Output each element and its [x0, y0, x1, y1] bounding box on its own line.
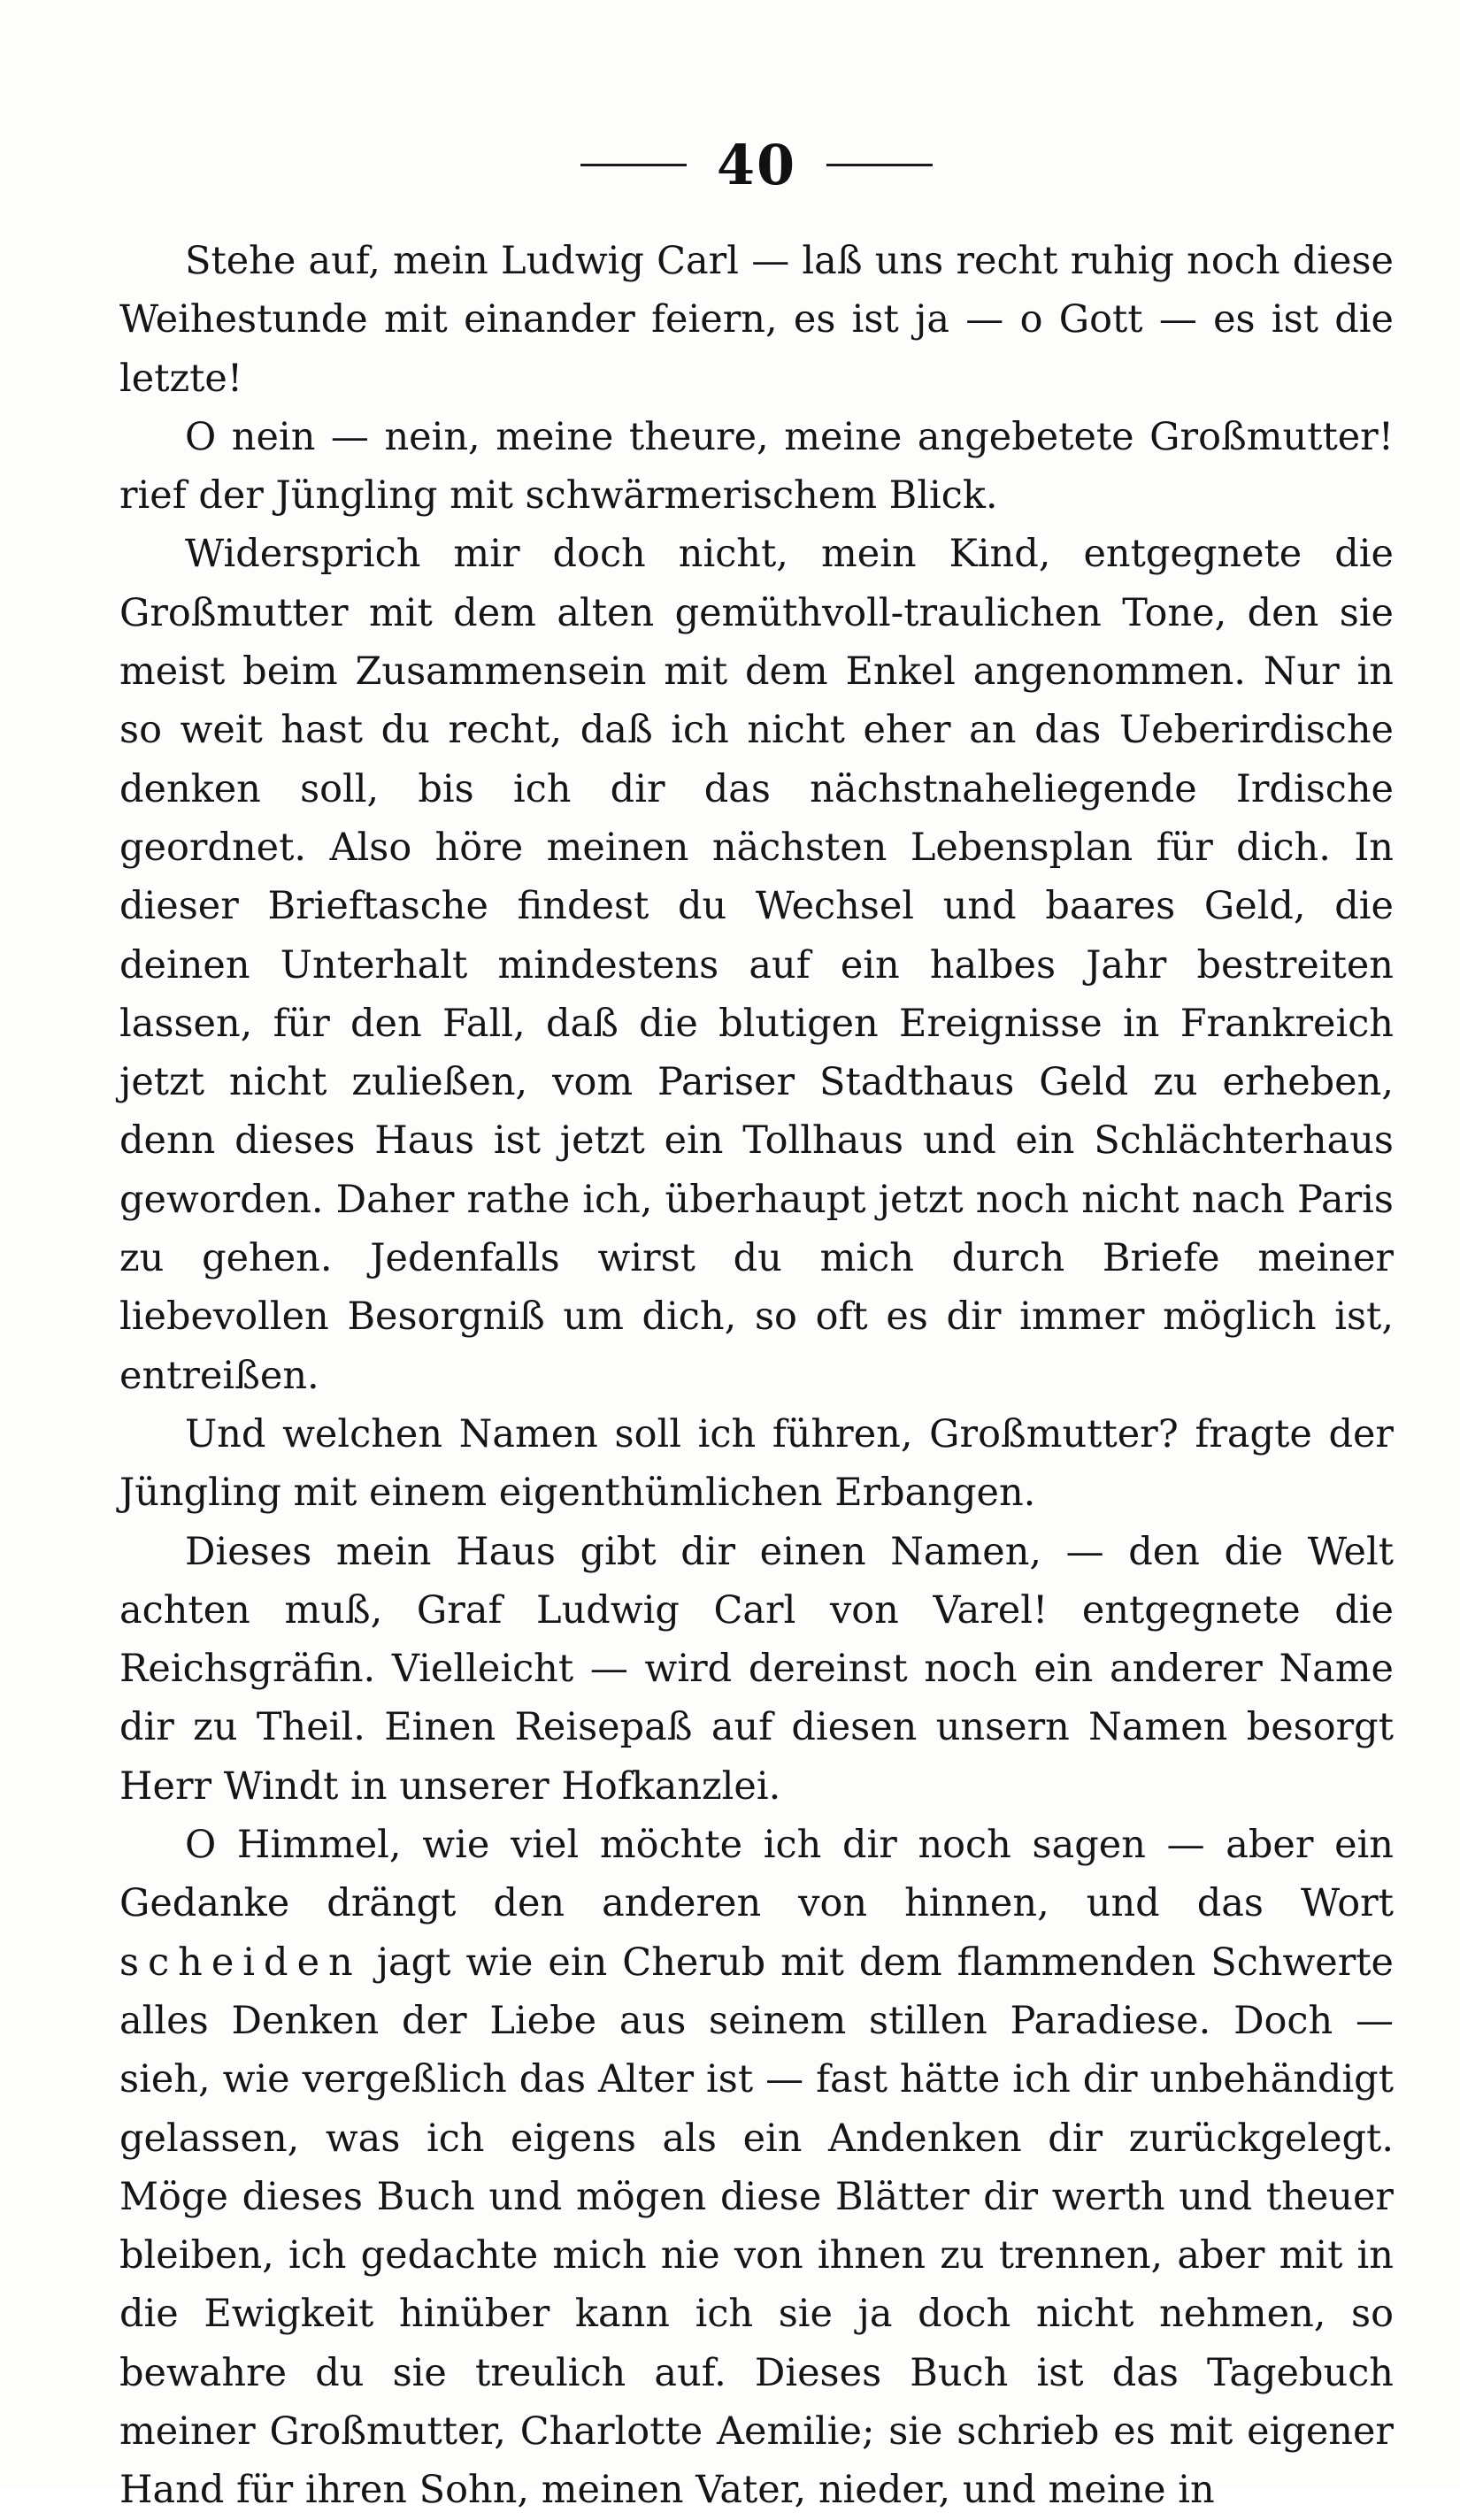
header-rule-right	[826, 164, 933, 166]
page-header	[0, 133, 1460, 204]
header-rule-left	[580, 164, 687, 166]
paragraph-1: Stehe auf, mein Ludwig Carl — laß uns recht ruhig noch diese Weihestunde mit einander feiern, es ist ja — o Gott — es ist die letzte!	[119, 239, 1394, 401]
paragraph-3: Widersprich mir doch nicht, mein Kind, entgegnete die Großmutter mit dem alten gemüthvoll-traulichen Tone, den sie meist beim Zusammensein mit dem Enkel angenommen. Nur in so weit hast du recht, daß ich nicht eher an das Ueberirdische denken soll, bis ich dir das nächstnaheliegende Irdische geordnet. Also höre meinen nächsten Lebensplan für dich. In dieser Brieftasche findest du Wechsel und baares Geld, die deinen Unterhalt mindestens auf ein halbes Jahr bestreiten lassen, für den Fall, daß die blutigen Ereignisse in Frankreich jetzt nicht zuließen, vom Pariser Stadthaus Geld zu erheben, denn dieses Haus ist jetzt ein Tollhaus und ein Schlächterhaus geworden. Daher rathe ich, überhaupt jetzt noch nicht nach Paris zu gehen. Jedenfalls wirst du mich durch Briefe meiner liebevollen Besorgniß um dich, so oft es dir immer möglich ist, entreißen.	[119, 532, 1394, 1398]
paragraph-4: Und welchen Namen soll ich führen, Großmutter? fragte der Jüngling mit einem eigenthümlichen Erbangen.	[119, 1411, 1394, 1516]
paragraph-5: Dieses mein Haus gibt dir einen Namen, — den die Welt achten muß, Graf Ludwig Carl von Varel! entgegnete die Reichsgräfin. Vielleicht — wird dereinst noch ein anderer Name dir zu Theil. Einen Reisepaß auf diesen unsern Namen besorgt Herr Windt in unserer Hofkanzlei.	[119, 1529, 1394, 1809]
paragraph-6	[119, 1816, 1394, 2520]
paragraph-2: O nein — nein, meine theure, meine angebetete Großmutter! rief der Jüngling mit schwärmerischem Blick.	[119, 414, 1394, 519]
page-body	[119, 232, 1394, 2520]
emphasized-word: scheiden	[119, 1940, 362, 1985]
paragraph-6-part-2: jagt wie ein Cherub mit dem flammenden Schwerte alles Denken der Liebe aus seinem stillen Paradiese. Doch — sieh, wie vergeßlich das Alter ist — fast hätte ich dir unbehändigt gelassen, was ich eigens als ein Andenken dir zurückgelegt. Möge dieses Buch und mögen diese Blätter dir werth und theuer bleiben, ich gedachte mich nie von ihnen zu trennen, aber mit in die Ewigkeit hinüber kann ich sie ja doch nicht nehmen, so bewahre du sie treulich auf. Dieses Buch ist das Tagebuch meiner Großmutter, Charlotte Aemilie; sie schrieb es mit eigener Hand für ihren Sohn, meinen Vater, nieder, und meine in	[119, 1940, 1395, 2513]
paragraph-6-part-1: O Himmel, wie viel möchte ich dir noch sagen — aber ein Gedanke drängt den anderen von hinnen, und das Wort	[119, 1823, 1394, 1926]
page-number: 40	[716, 133, 797, 197]
